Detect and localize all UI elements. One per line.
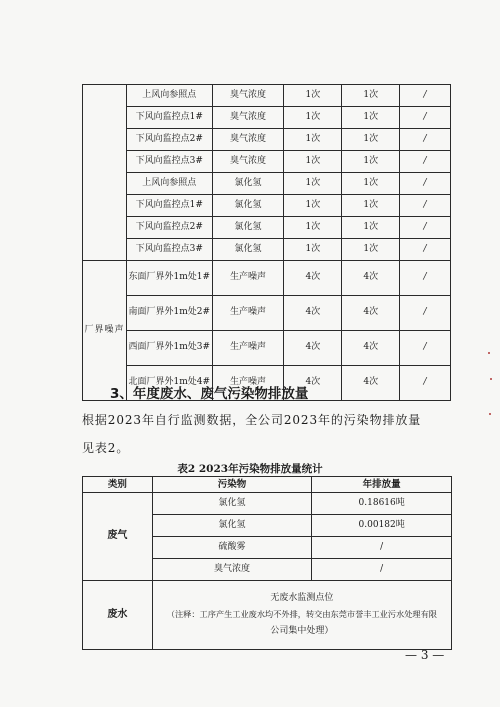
- gas-category: 废气: [83, 493, 153, 581]
- table-row: [83, 195, 451, 217]
- frequency-cell: 4次: [284, 261, 342, 296]
- frequency-cell: 1次: [342, 239, 400, 261]
- frequency-cell: 4次: [342, 296, 400, 331]
- note-cell: /: [400, 239, 451, 261]
- water-category: 废水: [83, 581, 153, 650]
- frequency-cell: 4次: [284, 331, 342, 366]
- table2-caption: 表2 2023年污染物排放量统计: [177, 463, 323, 475]
- point-cell: 东面厂界外1m处1#: [126, 261, 212, 296]
- note-cell: /: [400, 195, 451, 217]
- frequency-cell: 1次: [342, 151, 400, 173]
- point-cell: 下风向监控点3#: [126, 151, 212, 173]
- point-cell: 下风向监控点1#: [126, 107, 212, 129]
- item-cell: 臭气浓度: [212, 107, 284, 129]
- table-row: [83, 129, 451, 151]
- note-cell: /: [400, 217, 451, 239]
- note-cell: /: [400, 85, 451, 107]
- item-cell: 臭气浓度: [212, 151, 284, 173]
- table-row: [83, 261, 451, 296]
- table-row: [83, 85, 451, 107]
- frequency-cell: 1次: [284, 151, 342, 173]
- pollutant-cell: 氯化氢: [152, 493, 312, 515]
- scan-mark: [489, 413, 491, 415]
- wastewater-note: [152, 581, 451, 650]
- frequency-cell: 1次: [342, 217, 400, 239]
- frequency-cell: 4次: [284, 366, 342, 401]
- item-cell: 生产噪声: [212, 261, 284, 296]
- table-row: [83, 331, 451, 366]
- table-row: [83, 239, 451, 261]
- page-number: — 3 —: [405, 648, 445, 662]
- point-cell: 下风向监控点3#: [126, 239, 212, 261]
- header-pollutant: 污染物: [152, 477, 312, 493]
- frequency-cell: 1次: [284, 195, 342, 217]
- scan-mark: [490, 378, 492, 380]
- item-cell: 氯化氢: [212, 195, 284, 217]
- table-row: [83, 107, 451, 129]
- item-cell: 臭气浓度: [212, 85, 284, 107]
- monitoring-table: [82, 84, 451, 401]
- paragraph-line-2: 见表2。: [82, 441, 130, 455]
- point-cell: 下风向监控点1#: [126, 195, 212, 217]
- noise-group-label: 厂界噪声: [83, 261, 127, 401]
- section-heading: 3、年度废水、废气污染物排放量: [110, 386, 309, 402]
- pollutant-cell: 臭气浓度: [152, 559, 312, 581]
- pollutant-cell: 氯化氢: [152, 515, 312, 537]
- item-cell: 臭气浓度: [212, 129, 284, 151]
- amount-cell: 0.18616吨: [312, 493, 452, 515]
- item-cell: 氯化氢: [212, 173, 284, 195]
- paragraph-line-1: 根据2023年自行监测数据，全公司2023年的污染物排放量: [82, 413, 422, 427]
- item-cell: 生产噪声: [212, 296, 284, 331]
- frequency-cell: 4次: [342, 366, 400, 401]
- note-cell: /: [400, 107, 451, 129]
- table-row: [83, 173, 451, 195]
- item-cell: 生产噪声: [212, 366, 284, 401]
- table2-header-row: [83, 477, 452, 493]
- emission-table: [82, 476, 452, 650]
- item-cell: 氯化氢: [212, 239, 284, 261]
- frequency-cell: 1次: [284, 85, 342, 107]
- scan-mark: [488, 352, 490, 354]
- amount-cell: /: [312, 559, 452, 581]
- point-cell: 下风向监控点2#: [126, 217, 212, 239]
- amount-cell: /: [312, 537, 452, 559]
- table-row: [83, 581, 452, 650]
- note-cell: /: [400, 129, 451, 151]
- frequency-cell: 1次: [284, 129, 342, 151]
- note-cell: /: [400, 173, 451, 195]
- point-cell: 南面厂界外1m处2#: [126, 296, 212, 331]
- item-cell: 生产噪声: [212, 331, 284, 366]
- frequency-cell: 4次: [342, 261, 400, 296]
- air-group-cell: [83, 85, 127, 261]
- frequency-cell: 1次: [342, 107, 400, 129]
- header-annual-emission: 年排放量: [312, 477, 452, 493]
- wastewater-line-1: 无废水监测点位: [270, 593, 334, 604]
- frequency-cell: 1次: [284, 217, 342, 239]
- frequency-cell: 1次: [342, 173, 400, 195]
- wastewater-line-2: （注释：工序产生工业废水均不外排，转交由东莞市誉丰工业污水处理有限: [166, 609, 437, 620]
- header-category: 类别: [83, 477, 153, 493]
- note-cell: /: [400, 366, 451, 401]
- note-cell: /: [400, 331, 451, 366]
- point-cell: 北面厂界外1m处4#: [126, 366, 212, 401]
- frequency-cell: 1次: [342, 195, 400, 217]
- amount-cell: 0.00182吨: [312, 515, 452, 537]
- item-cell: 氯化氢: [212, 217, 284, 239]
- wastewater-line-3: 公司集中处理）: [270, 625, 334, 636]
- frequency-cell: 1次: [342, 129, 400, 151]
- point-cell: 下风向监控点2#: [126, 129, 212, 151]
- point-cell: 西面厂界外1m处3#: [126, 331, 212, 366]
- frequency-cell: 1次: [284, 173, 342, 195]
- frequency-cell: 1次: [284, 239, 342, 261]
- pollutant-cell: 硫酸雾: [152, 537, 312, 559]
- frequency-cell: 4次: [284, 296, 342, 331]
- table-row: [83, 296, 451, 331]
- table-row: [83, 217, 451, 239]
- note-cell: /: [400, 296, 451, 331]
- point-cell: 上风向参照点: [126, 85, 212, 107]
- point-cell: 上风向参照点: [126, 173, 212, 195]
- frequency-cell: 4次: [342, 331, 400, 366]
- table-row: [83, 151, 451, 173]
- note-cell: /: [400, 151, 451, 173]
- frequency-cell: 1次: [342, 85, 400, 107]
- frequency-cell: 1次: [284, 107, 342, 129]
- note-cell: /: [400, 261, 451, 296]
- table-row: [83, 493, 452, 515]
